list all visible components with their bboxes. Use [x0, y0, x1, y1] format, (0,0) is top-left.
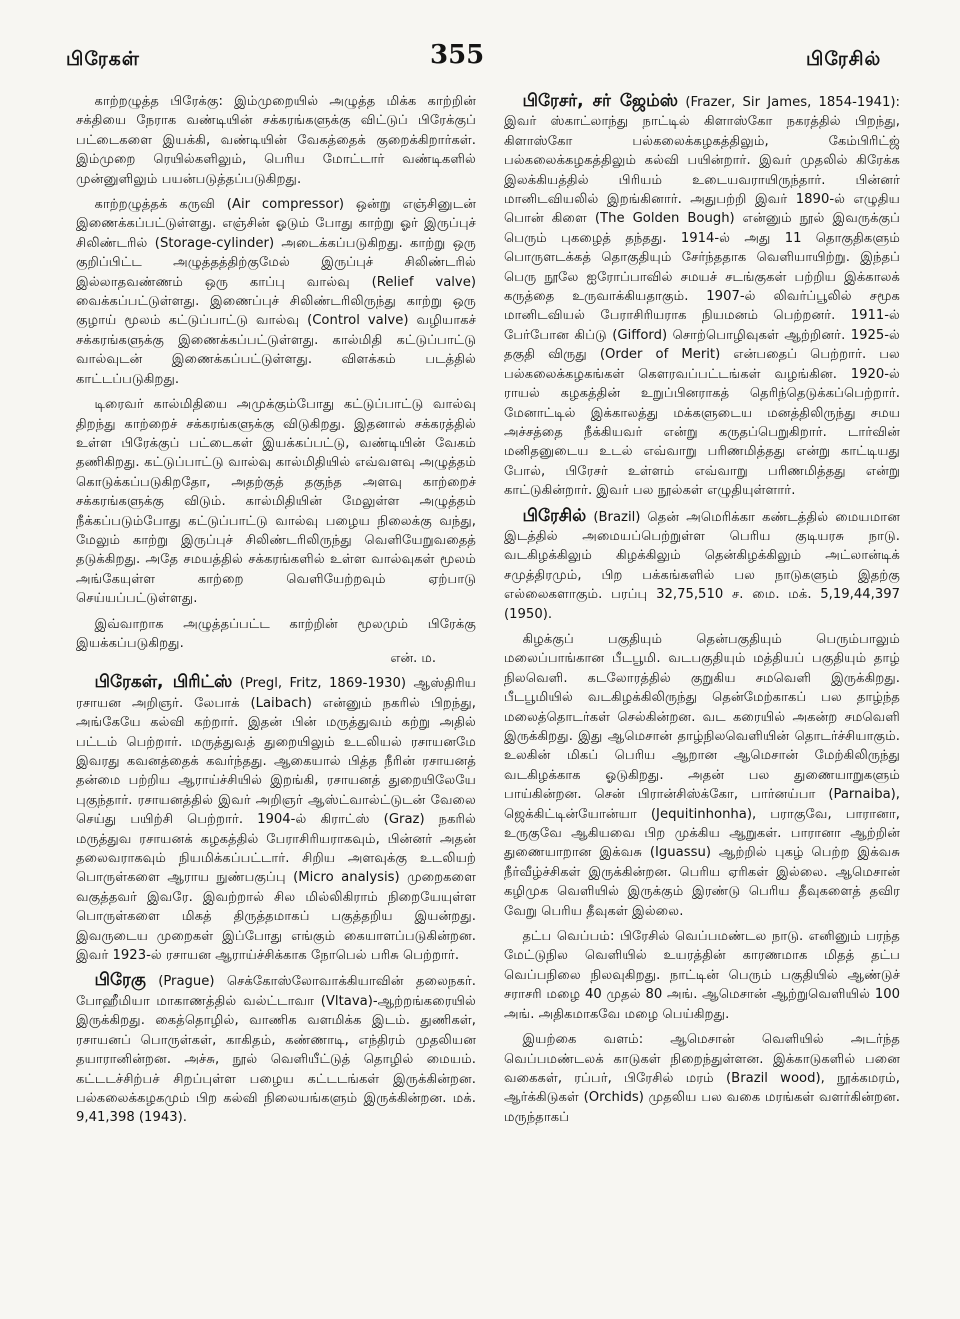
entry-prague	[76, 971, 476, 1127]
driver-pedal-paragraph: டிரைவர் கால்மிதியை அமுக்கும்போது கட்டுப்பாட்டு வால்வு திறந்து காற்றைச் சக்கரங்களுக்கு விடுகிறது. இதனால் சக்கரத்தில் உள்ள பிரேக்குப் பட்டைகள் இயக்கப்பட்டு, வண்டியின் வேகம் தணிகிறது. கட்டுப்பாட்டு வால்வு கால்மிதியில் எவ்வளவு அழுத்தம் கொடுக்கப்படுகிறதோ, அதற்குத் தகுந்த அளவு காற்றைச் சக்கரங்களுக்கு விடும். கால்மிதியின் மேலுள்ள அழுத்தம் நீக்கப்படும்போது கட்டுப்பாட்டு வால்வு பழைய நிலைக்கு வந்து, மேலும் காற்று இருப்புச் சிலிண்டரிலிருந்து வெளியேறுவதைத் தடுக்கிறது. அதே சமயத்தில் சக்கரங்களில் உள்ள வால்வுகள் மூலம் அங்கேயுள்ள காற்றை வெளியேற்றவும் ஏற்பாடு செய்யப்பட்டுள்ளது.	[76, 397, 476, 607]
left-column	[76, 92, 476, 1272]
entry-headword: பிரேசில்	[522, 505, 587, 526]
entry-frazer	[504, 92, 900, 501]
entry-body: (Pregl, Fritz, 1869-1930) ஆஸ்திரிய ரசாயன அறிஞர். லேபாக் (Laibach) என்னும் நகரில் பிறந்து, அங்கேயே கல்வி கற்றார். இதன் பின் மருத்துவம் கற்று அதில் பட்டம் பெற்றார். மருத்துவத் துறையிலும் உடலியல் ரசாயனமே இவரது கவனத்தைக் கவர்ந்தது. ஆகையால் பித்த நீரின் ரசாயனத் தன்மை பற்றிய ஆராய்ச்சியில் இறங்கி, ரசாயனத் துறையிலேயே புகுந்தார். ரசாயனத்தில் இவர் அறிஞர் ஆஸ்ட்வால்ட்டுடன் வேலை செய்து பயிற்சி பெற்றார். 1904-ல் கிராட்ஸ் (Graz) நகரில் மருத்துவ ரசாயனக் கழகத்தில் பேராசிரியராகவும், பின்னர் அதன் தலைவராகவும் நியமிக்கப்பட்டார். சிறிய அளவுக்கு உடலியற் பொருள்களை ஆராய நுண்பகுப்பு (Micro analysis) முறைகளை வகுத்தவர் இவரே. இவற்றால் சில மில்லிகிராம் நிறையேயுள்ள பொருள்களை மிகத் திருத்தமாகப் பகுத்தறிய இயன்றது. இவருடைய முறைகள் இப்போது எங்கும் கையாளப்படுகின்றன. இவர் 1923-ல் ரசாயன ஆராய்ச்சிக்காக நோபெல் பரிசு பெற்றார்.	[76, 676, 476, 964]
air-brake-paragraph: காற்றழுத்த பிரேக்கு: இம்முறையில் அழுத்த மிக்க காற்றின் சக்தியை நேராக வண்டியின் சக்கரங்களுக்கு விட்டுப் பிரேக்குப் பட்டைகளை இயக்கி, வண்டியின் வேகத்தைக் குறைக்கிறார்கள். இம்முறை ரெயில்களிலும், பெரிய மோட்டார் வண்டிகளில் முன்னுளிலும் பயன்படுத்தப்படுகிறது.	[76, 94, 476, 187]
entry-pregl	[76, 673, 476, 965]
brazil-natural-resources-paragraph: இயற்கை வளம்: ஆமெசான் வெளியில் அடர்ந்த வெப்பமண்டலக் காடுகள் நிறைந்துள்ளன. இக்காடுகளில் பனை வகைகள், ரப்பர், பிரேசில் மரம் (Brazil wood), நூக்கமரம், ஆர்க்கிடுகள் (Orchids) முதலிய பல வகை மரங்கள் வளர்கின்றன. மருந்தாகப்	[504, 1032, 900, 1125]
brazil-geography-paragraph: கிழக்குப் பகுதியும் தென்பகுதியும் பெரும்பாலும் மலைப்பாங்கான பீடபூமி. வடபகுதியும் மத்தியப் பகுதியும் தாழ் நிலவெளி. கடலோரத்தில் குறுகிய சமவெளி இருக்கிறது. பீடபூமியில் வடகிழக்கிலிருந்து தென்மேற்காகப் பல தாழ்ந்த மலைத்தொடர்கள் செல்கின்றன. வட கரையில் அகன்ற சமவெளி இருக்கிறது. இது ஆமெசான் தாழ்நிலவெளியின் தொடர்ச்சியாகும். உலகின் மிகப் பெரிய ஆறான ஆமெசான் மேற்கிலிருந்து வடகிழக்காக ஓடுகிறது. அதன் பல துணையாறுகளும் பாய்கின்றன. சென் பிரான்சிஸ்க்கோ, பார்னய்பா (Parnaiba), ஜெக்கிட்டின்யோன்யா (Jequitinhonha), பராகுவே, பாரானா, உருகுவே ஆகியவை பிற முக்கிய ஆறுகள். பாரானா ஆற்றின் துணையாறான இக்வசு (Iguassu) ஆற்றில் புகழ் பெற்ற இக்வசு நீர்வீழ்ச்சிகள் இருக்கின்றன. பெரிய ஏரிகள் இல்லை. ஆமெசான் கழிமுக வெளியில் இருக்கும் இரண்டு பெரிய தீவுகளைத் தவிர வேறு பெரிய தீவுகள் இல்லை.	[504, 631, 900, 919]
header-right-guide-word: பிரேசில்	[806, 48, 882, 70]
entry-body: (Prague) செக்கோஸ்லோவாக்கியாவின் தலைநகர். போஹீமியா மாகாணத்தில் வல்ட்டாவா (Vltava)-ஆற்றங்கரையில் இருக்கிறது. கைத்தொழில், வாணிக வளமிக்க இடம். துணிகள், ரசாயனப் பொருள்கள், காகிதம், கண்ணாடி, எந்திரம் முதலியன தயாரானின்றன. அச்சு, நூல் வெளியீட்டுத் தொழில் மையம். கட்டடச்சிற்பச் சிறப்புள்ள பழைய கட்டடங்கள் இருக்கின்றன. பல்கலைக்கழகமும் பிற கல்வி நிலையங்களும் இருக்கின்றன. மக். 9,41,398 (1943).	[76, 974, 476, 1126]
entry-headword: பிரேசர், சர் ஜேம்ஸ்	[522, 92, 679, 111]
air-compressor-paragraph: காற்றழுத்தக் கருவி (Air compressor) ஒன்று எஞ்சினுடன் இணைக்கப்பட்டுள்ளது. எஞ்சின் ஓடும் போது காற்று ஓர் இருப்புச் சிலிண்டரில் (Storage-cylinder) அடைக்கப்படுகிறது. காற்று ஒரு குறிப்பிட்ட அழுத்தத்திற்குமேல் இருப்புச் சிலிண்டரில் இல்லாதவண்ணம் ஒரு காப்பு வால்வு (Relief valve) வைக்கப்பட்டுள்ளது. இணைப்புச் சிலிண்டரிலிருந்து காற்று ஒரு குழாய் மூலம் கட்டுப்பாட்டு வால்வு (Control valve) வழியாகச் சக்கரங்களுக்கு இணைக்கப்பட்டுள்ளது. கால்மிதி கட்டுப்பாட்டு வால்வுடன் இணைக்கப்பட்டுள்ளது. விளக்கம் படத்தில் காட்டப்படுகிறது.	[76, 197, 476, 387]
entry-headword: பிரேகள், பிரிட்ஸ்	[94, 672, 233, 693]
entry-headword: பிரேகு	[94, 970, 146, 991]
entry-body: (Brazil) தென் அமெரிக்கா கண்டத்தில் மையமான இடத்தில் அமையப்பெற்றுள்ள பெரிய குடியரசு நாடு. வடகிழக்கிலும் கிழக்கிலும் தென்கிழக்கிலும் அட்லான்டிக் சமுத்திரமும், பிற பக்கங்களில் பல நாடுகளும் இதற்கு எல்லைகளாகும். பரப்பு 32,75,510 ச. மை. மக். 5,19,44,397 (1950).	[504, 509, 900, 622]
header-left-guide-word: பிரேகள்	[66, 48, 140, 70]
author-initials: என். ம.	[390, 651, 436, 667]
entry-brazil	[504, 507, 900, 624]
air-brake-summary-paragraph: இவ்வாறாக அழுத்தப்பட்ட காற்றின் மூலமும் பிரேக்கு இயக்கப்படுகிறது.	[76, 616, 476, 651]
page-number: 355	[430, 40, 485, 70]
brazil-climate-paragraph: தட்ப வெப்பம்: பிரேசில் வெப்பமண்டல நாடு. எனினும் பரந்த மேட்டுநில வெளியில் உயரத்தின் காரணமாக மிதத் தட்ப வெப்பநிலை நிலவுகிறது. நாட்டின் பெரும் பகுதியில் ஆண்டுச் சராசரி மழை 40 முதல் 80 அங். ஆமெசான் ஆற்றுவெளியில் 100 அங். அதிகமாகவே மழை பெய்கிறது.	[504, 929, 900, 1022]
right-column	[504, 92, 900, 1272]
page-header	[0, 0, 960, 80]
entry-body: (Frazer, Sir James, 1854-1941): இவர் ஸ்காட்லாந்து நாட்டில் கிளாஸ்கோ நகரத்தில் பிறந்து, கிளாஸ்கோ பல்கலைக்கழகத்திலும், கேம்பிரிட்ஜ் பல்கலைக்கழகத்திலும் கல்வி பயின்றார். இவர் முதலில் கிரேக்க இலக்கியத்தில் பிரியம் உடையவராயிருந்தார். பின்னர் மானிடவியலில் இறங்கினார். அதுபற்றி இவர் 1890-ல் எழுதிய பொன் கிளை (The Golden Bough) என்னும் நூல் இவருக்குப் பெரும் புகழைத் தந்தது. 1914-ல் அது 11 தொகுதிகளும் பொருளடக்கத் தொகுதியும் சேர்ந்ததாக வெளியாயிற்று. இந்தப் பெரு நூலே ஐரோப்பாவில் சமயச் சடங்குகள் பற்றிய இக்காலக் கருத்தை உருவாக்கியதாகும். 1907-ல் லிவர்ப்பூலில் சமூக மானிடவியல் பேராசிரியராக நியமனம் பெற்றனர். 1911-ல் பேர்போன கிப்டு (Gifford) சொற்பொழிவுகள் ஆற்றினர். 1925-ல் தகுதி விருது (Order of Merit) என்பதைப் பெற்றார். பல பல்கலைக்கழகங்கள் கௌரவப்பட்டங்கள் வழங்கின. 1920-ல் ராயல் கழகத்தின் உறுப்பினராகத் தெரிந்தெடுக்கப்பெற்றார். மேனாட்டில் இக்காலத்து மக்களுடைய மனத்திலிருந்து சமய அச்சத்தை நீக்கியவர் என்று கருதப்பெறுகிறார். டார்வின் மனிதனுடைய உடல் எவ்வாறு பரிணமித்தது என்று காட்டியது போல், பிரேசர் உள்ளம் எவ்வாறு பரிணமித்தது என்று காட்டுகின்றார். இவர் பல நூல்கள் எழுதியுள்ளார்.	[504, 95, 900, 499]
